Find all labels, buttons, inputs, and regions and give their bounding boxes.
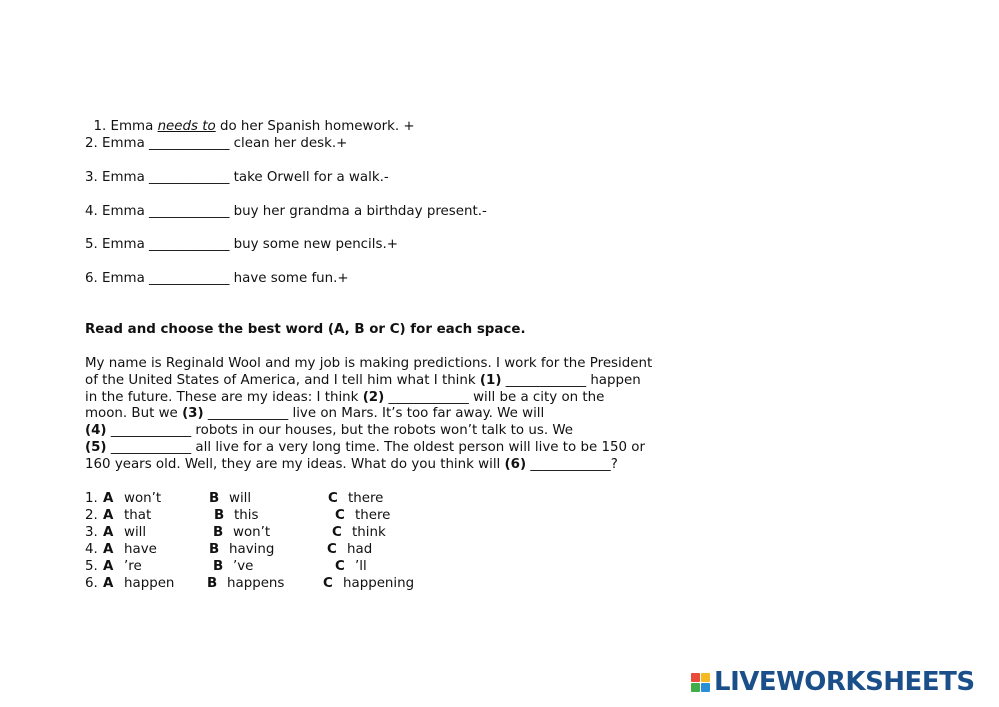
option-number: 5. (85, 559, 103, 574)
logo-block-v (691, 683, 700, 692)
option-c[interactable]: happening (343, 576, 415, 591)
paragraph-text: in the future. These are my ideas: I think (85, 390, 363, 405)
option-b[interactable]: ’ve (233, 559, 254, 574)
paragraph-text: 160 years old. Well, they are my ideas. What do you think will (85, 457, 505, 472)
option-c[interactable]: there (348, 491, 384, 506)
option-a[interactable]: have (124, 542, 157, 557)
option-number: 1. (85, 491, 103, 506)
option-b[interactable]: happens (227, 576, 285, 591)
exercise-2-instruction: Read and choose the best word (A, B or C) for each space. (85, 322, 526, 337)
exercise-1-item-2: 2. Emma ____________ clean her desk.+ (85, 136, 348, 151)
exercise-1-item-5: 5. Emma ____________ buy some new pencils.+ (85, 237, 398, 252)
logo-block-l (691, 673, 700, 682)
gap-number-1: (1) (479, 373, 502, 388)
letter-c: C (323, 576, 333, 591)
letter-a: A (103, 525, 114, 540)
paragraph-line-6 (85, 439, 645, 456)
option-b[interactable]: will (229, 491, 252, 506)
exercise-1-item-6: 6. Emma ____________ have some fun.+ (85, 271, 349, 286)
exercise-1-item-3: 3. Emma ____________ take Orwell for a walk.- (85, 170, 389, 185)
letter-b: B (209, 542, 220, 557)
gap-number-6: (6) (504, 457, 527, 472)
paragraph-line-2 (85, 372, 641, 389)
gap-number-4: (4) (85, 423, 107, 438)
paragraph-text: ____________ robots in our houses, but the robots won’t talk to us. We (106, 423, 574, 438)
option-a[interactable]: will (124, 525, 147, 540)
exercise-1-item-4: 4. Emma ____________ buy her grandma a birthday present.- (85, 204, 487, 219)
letter-a: A (103, 542, 114, 557)
option-a[interactable]: happen (124, 576, 175, 591)
option-number: 6. (85, 576, 103, 591)
option-number: 3. (85, 525, 103, 540)
option-c[interactable]: think (352, 525, 386, 540)
letter-c: C (335, 559, 345, 574)
letter-c: C (328, 491, 338, 506)
logo-text: LIVEWORKSHEETS (714, 667, 975, 697)
paragraph-line-7 (85, 456, 618, 473)
option-c[interactable]: there (355, 508, 391, 523)
paragraph-text: ____________ live on Mars. It’s too far away. We will (203, 406, 545, 421)
gap-number-5: (5) (85, 440, 107, 455)
letter-c: C (335, 508, 345, 523)
option-number: 2. (85, 508, 103, 523)
paragraph-text: ____________? (526, 457, 618, 472)
letter-c: C (332, 525, 342, 540)
paragraph-line-5 (85, 422, 573, 439)
liveworksheets-logo (691, 668, 975, 696)
paragraph-line-4 (85, 405, 544, 422)
letter-a: A (103, 491, 114, 506)
letter-b: B (213, 525, 224, 540)
option-a[interactable]: won’t (124, 491, 162, 506)
gap-number-3: (3) (182, 406, 204, 421)
letter-b: B (214, 508, 225, 523)
letter-b: B (209, 491, 220, 506)
paragraph-line-3 (85, 389, 604, 406)
paragraph-text: of the United States of America, and I tell him what I think (85, 373, 480, 388)
paragraph-text: ____________ will be a city on the (384, 390, 605, 405)
exercise-1-item-1 (85, 101, 415, 135)
paragraph-text: ____________ all live for a very long time. The oldest person will live to be 150 or (106, 440, 645, 455)
answer-text: needs to (157, 119, 216, 134)
letter-a: A (103, 559, 114, 574)
option-a[interactable]: ’re (124, 559, 142, 574)
option-c[interactable]: had (347, 542, 373, 557)
gap-number-2: (2) (362, 390, 385, 405)
option-number: 4. (85, 542, 103, 557)
logo-block-i (701, 673, 710, 682)
option-b[interactable]: won’t (233, 525, 271, 540)
paragraph-line-1: My name is Reginald Wool and my job is making predictions. I work for the President (85, 356, 653, 371)
letter-b: B (207, 576, 218, 591)
logo-block-e (701, 683, 710, 692)
letter-b: B (213, 559, 224, 574)
logo-blocks-icon (691, 673, 710, 692)
option-b[interactable]: this (234, 508, 259, 523)
option-b[interactable]: having (229, 542, 275, 557)
letter-c: C (327, 542, 337, 557)
item-suffix: do her Spanish homework. + (215, 119, 415, 134)
option-c[interactable]: ’ll (355, 559, 367, 574)
paragraph-text: moon. But we (85, 406, 183, 421)
letter-a: A (103, 576, 114, 591)
option-a[interactable]: that (124, 508, 152, 523)
paragraph-text: ____________ happen (501, 373, 641, 388)
item-prefix: 1. Emma (93, 119, 158, 134)
letter-a: A (103, 508, 114, 523)
